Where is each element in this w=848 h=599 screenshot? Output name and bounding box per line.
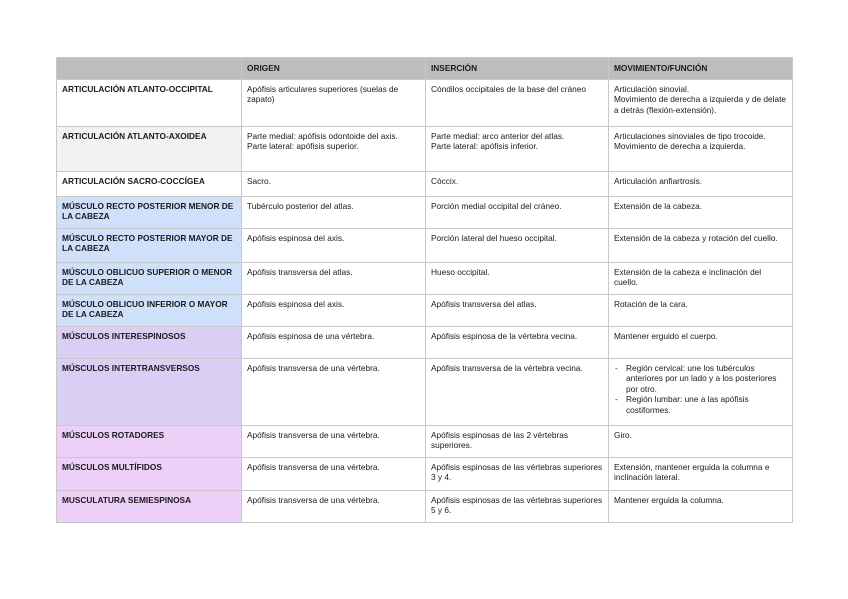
origen-cell: [242, 491, 426, 523]
movimiento-cell-line: Mantener erguido el cuerpo.: [614, 331, 718, 341]
row-name-cell: MUSCULATURA SEMIESPINOSA: [57, 491, 242, 523]
header-insercion: INSERCIÓN: [426, 58, 609, 80]
movimiento-cell: [609, 172, 793, 197]
insercion-cell: [426, 127, 609, 172]
insercion-cell: [426, 263, 609, 295]
bullet-list: [614, 363, 787, 415]
origen-cell-line: Parte lateral: apófisis superior.: [247, 141, 359, 152]
movimiento-cell-line: Extensión de la cabeza e inclinación del cuello.: [614, 267, 762, 288]
insercion-cell: [426, 172, 609, 197]
insercion-cell-line: Porción lateral del hueso occipital.: [431, 233, 557, 243]
origen-cell-line: Apófisis transversa de una vértebra.: [247, 430, 380, 440]
row-name-cell: MÚSCULO OBLICUO SUPERIOR O MENOR DE LA CABEZA: [57, 263, 242, 295]
movimiento-cell: [609, 197, 793, 229]
movimiento-cell-line: Mantener erguida la columna.: [614, 495, 724, 505]
table-row: [57, 426, 793, 458]
table-row: [57, 172, 793, 197]
movimiento-cell-line: Movimiento de derecha a izquierda.: [614, 141, 746, 152]
origen-cell-line: Apófisis transversa de una vértebra.: [247, 462, 380, 472]
movimiento-cell-line: Articulación sinovial.: [614, 84, 690, 94]
insercion-cell: [426, 80, 609, 127]
movimiento-cell: [609, 80, 793, 127]
origen-cell-line: Apófisis transversa de una vértebra.: [247, 363, 380, 373]
insercion-cell-line: Apófisis espinosas de las 2 vértebras superiores.: [431, 430, 568, 451]
insercion-cell: [426, 197, 609, 229]
table-row: [57, 80, 793, 127]
bullet-item: - Región cervical: une los tubérculos anteriores por un lado y a los posteriores por otro.: [614, 363, 787, 394]
row-name-cell: ARTICULACIÓN ATLANTO-OCCIPITAL: [57, 80, 242, 127]
movimiento-cell: [609, 263, 793, 295]
table-row: [57, 263, 793, 295]
insercion-cell: [426, 359, 609, 426]
table-row: [57, 491, 793, 523]
insercion-cell-line: Parte lateral: apófisis inferior.: [431, 141, 538, 152]
table-row: [57, 359, 793, 426]
header-movimiento: MOVIMIENTO/FUNCIÓN: [609, 58, 793, 80]
origen-cell-line: Apófisis articulares superiores (suelas de zapato): [247, 84, 399, 105]
origen-cell: [242, 172, 426, 197]
movimiento-cell: [609, 491, 793, 523]
movimiento-cell: [609, 359, 793, 426]
movimiento-cell: [609, 295, 793, 327]
insercion-cell: [426, 458, 609, 491]
origen-cell: [242, 229, 426, 263]
movimiento-cell: [609, 327, 793, 359]
header-name: [57, 58, 242, 80]
origen-cell-line: Sacro.: [247, 176, 271, 186]
table-row: [57, 127, 793, 172]
movimiento-cell-line: Articulación anfiartrosis.: [614, 176, 703, 186]
movimiento-cell: [609, 229, 793, 263]
origen-cell: [242, 263, 426, 295]
row-name-cell: MÚSCULOS INTERTRANSVERSOS: [57, 359, 242, 426]
insercion-cell-line: Cóccix.: [431, 176, 459, 186]
origen-cell-line: Tubérculo posterior del atlas.: [247, 201, 354, 211]
movimiento-cell-line: Extensión de la cabeza.: [614, 201, 703, 211]
origen-cell: [242, 426, 426, 458]
insercion-cell-line: Apófisis espinosa de la vértebra vecina.: [431, 331, 578, 341]
bullet-item: - Región lumbar: une a las apófisis costiformes.: [614, 394, 787, 415]
origen-cell: [242, 80, 426, 127]
origen-cell: [242, 295, 426, 327]
origen-cell: [242, 197, 426, 229]
table-row: [57, 229, 793, 263]
insercion-cell-line: Hueso occipital.: [431, 267, 490, 277]
insercion-cell-line: Apófisis transversa del atlas.: [431, 299, 537, 309]
row-name-cell: MÚSCULO RECTO POSTERIOR MAYOR DE LA CABEZA: [57, 229, 242, 263]
origen-cell-line: Apófisis espinosa del axis.: [247, 299, 345, 309]
row-name-cell: MÚSCULO OBLICUO INFERIOR O MAYOR DE LA CABEZA: [57, 295, 242, 327]
insercion-cell: [426, 295, 609, 327]
row-name-cell: ARTICULACIÓN ATLANTO-AXOIDEA: [57, 127, 242, 172]
insercion-cell-line: Apófisis espinosas de las vértebras superiores 3 y 4.: [431, 462, 603, 483]
movimiento-cell-line: Articulaciones sinoviales de tipo trocoide.: [614, 131, 766, 141]
row-name-cell: ARTICULACIÓN SACRO-COCCÍGEA: [57, 172, 242, 197]
anatomy-table: [56, 57, 793, 523]
origen-cell-line: Apófisis espinosa del axis.: [247, 233, 345, 243]
movimiento-cell-line: Extensión de la cabeza y rotación del cuello.: [614, 233, 778, 243]
table-row: [57, 295, 793, 327]
table-body: [57, 80, 793, 523]
insercion-cell: [426, 491, 609, 523]
origen-cell: [242, 458, 426, 491]
movimiento-cell-line: Rotación de la cara.: [614, 299, 688, 309]
table-header-row: [57, 58, 793, 80]
movimiento-cell-line: Movimiento de derecha a izquierda y de delate a detrás (flexión-extensión).: [614, 94, 787, 115]
insercion-cell-line: Apófisis espinosas de las vértebras superiores 5 y 6.: [431, 495, 603, 516]
movimiento-cell-line: Giro.: [614, 430, 632, 440]
table-row: [57, 197, 793, 229]
movimiento-cell: [609, 426, 793, 458]
table-row: [57, 327, 793, 359]
origen-cell: [242, 327, 426, 359]
origen-cell-line: Apófisis espinosa de una vértebra.: [247, 331, 375, 341]
insercion-cell: [426, 229, 609, 263]
table-row: [57, 458, 793, 491]
header-origen: ORIGEN: [242, 58, 426, 80]
row-name-cell: MÚSCULOS MULTÍFIDOS: [57, 458, 242, 491]
movimiento-cell-line: Extensión, mantener erguida la columna e inclinación lateral.: [614, 462, 770, 483]
origen-cell-line: Apófisis transversa de una vértebra.: [247, 495, 380, 505]
movimiento-cell: [609, 127, 793, 172]
insercion-cell: [426, 327, 609, 359]
insercion-cell-line: Apófisis transversa de la vértebra vecina.: [431, 363, 583, 373]
origen-cell-line: Apófisis transversa del atlas.: [247, 267, 353, 277]
insercion-cell-line: Parte medial: arco anterior del atlas.: [431, 131, 565, 141]
insercion-cell-line: Porción medial occipital del cráneo.: [431, 201, 562, 211]
insercion-cell: [426, 426, 609, 458]
movimiento-cell: [609, 458, 793, 491]
row-name-cell: MÚSCULO RECTO POSTERIOR MENOR DE LA CABEZA: [57, 197, 242, 229]
origen-cell-line: Parte medial: apófisis odontoide del axis.: [247, 131, 398, 141]
row-name-cell: MÚSCULOS INTERESPINOSOS: [57, 327, 242, 359]
insercion-cell-line: Cóndilos occipitales de la base del cráneo: [431, 84, 586, 94]
origen-cell: [242, 127, 426, 172]
row-name-cell: MÚSCULOS ROTADORES: [57, 426, 242, 458]
origen-cell: [242, 359, 426, 426]
